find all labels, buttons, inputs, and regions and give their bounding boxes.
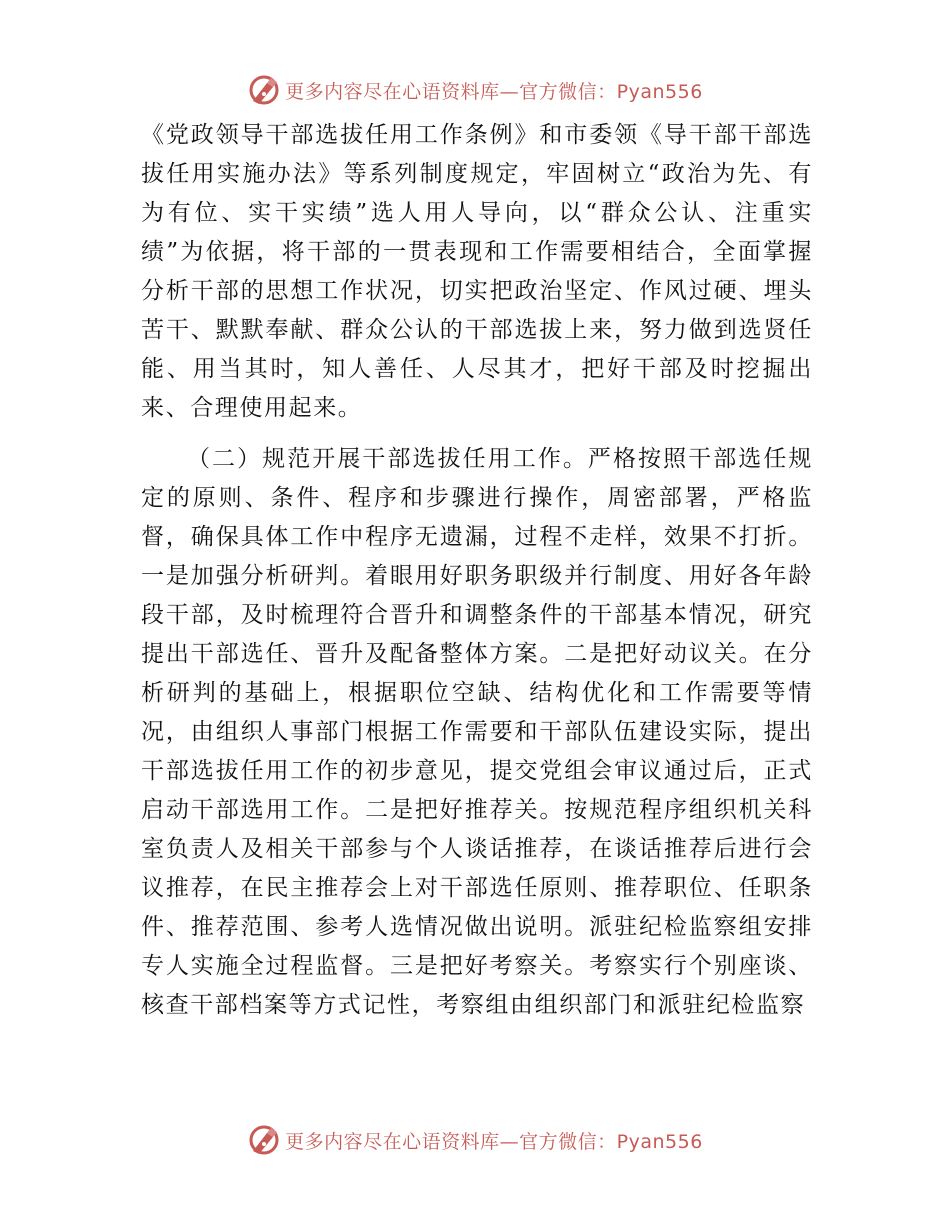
watermark-text: 更多内容尽在心语资料库—官方微信：Pyan556	[285, 80, 703, 103]
footer-watermark	[0, 1120, 950, 1160]
paragraph: （二）规范开展干部选拔任用工作。严格按照干部选任规定的原则、条件、程序和步骤进行操作，周密部署，严格监督，确保具体工作中程序无遗漏，过程不走样，效果不打折。一是加强分析研判。着眼用好职务职级并行制度、用好各年龄段干部，及时梳理符合晋升和调整条件的干部基本情况，研究提出干部选任、晋升及配备整体方案。二是把好动议关。在分析研判的基础上，根据职位空缺、结构优化和工作需要等情况，由组织人事部门根据工作需要和干部队伍建设实际，提出干部选拔任用工作的初步意见，提交党组会审议通过后，正式启动干部选用工作。二是把好推荐关。按规范程序组织机关科室负责人及相关干部参与个人谈话推荐，在谈话推荐后进行会议推荐，在民主推荐会上对干部选任原则、推荐职位、任职条件、推荐范围、参考人选情况做出说明。派驻纪检监察组安排专人实施全过程监督。三是把好考察关。考察实行个别座谈、核查干部档案等方式记性，考察组由组织部门和派驻纪检监察	[141, 446, 813, 1018]
watermark-account: Pyan556	[616, 1130, 703, 1153]
header-watermark	[0, 70, 950, 110]
pen-nib-logo-icon	[247, 1123, 281, 1157]
paragraph: 《党政领导干部选拔任用工作条例》和市委领《导干部干部选拔任用实施办法》等系列制度规定，牢固树立“政治为先、有为有位、实干实绩”选人用人导向，以“群众公认、注重实绩”为依据，将干部的一贯表现和工作需要相结合，全面掌握分析干部的思想工作状况，切实把政治坚定、作风过硬、埋头苦干、默默奉献、群众公认的干部选拔上来，努力做到选贤任能、用当其时，知人善任、人尽其才，把好干部及时挖掘出来、合理使用起来。	[141, 122, 813, 421]
document-body	[141, 116, 813, 1025]
pen-nib-logo-icon	[247, 73, 281, 107]
watermark-account: Pyan556	[616, 80, 703, 103]
watermark-text: 更多内容尽在心语资料库—官方微信：Pyan556	[285, 1130, 703, 1153]
